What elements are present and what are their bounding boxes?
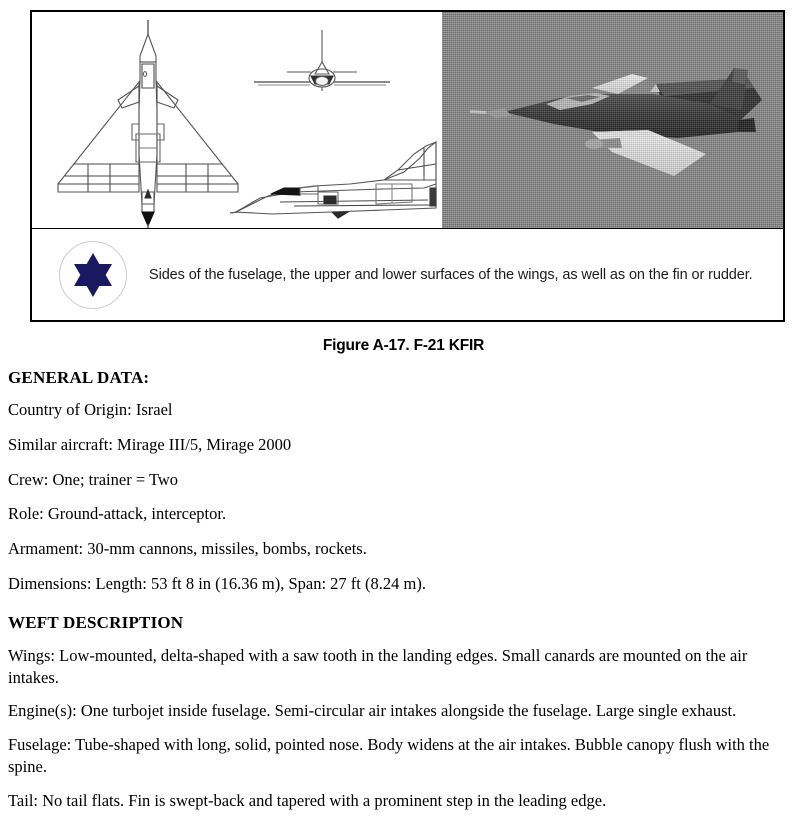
- general-data-line: Role: Ground-attack, interceptor.: [8, 504, 227, 524]
- general-data-line: Crew: One; trainer = Two: [8, 469, 179, 489]
- weft-description-line: Fuselage: Tube-shaped with long, solid, pointed nose. Body widens at the air intakes. Bubble canopy flush with the spine.: [8, 735, 770, 777]
- figure-illustration-row: [32, 12, 783, 228]
- three-view-drawings-panel: [32, 12, 442, 228]
- general-data-line: Similar aircraft: Mirage III/5, Mirage 2000: [8, 434, 292, 454]
- general-data-line: Dimensions: Length: 53 ft 8 in (16.36 m), Span: 27 ft (8.24 m).: [8, 573, 426, 593]
- aircraft-three-view-drawing: [32, 12, 442, 228]
- weft-description-line: Engine(s): One turbojet inside fuselage. Semi-circular air intakes alongside the fuselage. Large single exhaust.: [8, 701, 737, 721]
- insignia-caption: Sides of the fuselage, the upper and lower surfaces of the wings, as well as on the fin or rudder.: [149, 266, 753, 283]
- figure-caption: Figure A-17. F-21 KFIR: [322, 337, 485, 354]
- aircraft-photo: [442, 12, 783, 228]
- weft-description-line: Wings: Low-mounted, delta-shaped with a saw tooth in the landing edges. Small canards are mounted on the air intakes.: [8, 645, 748, 687]
- insignia-strip: [32, 229, 783, 320]
- aircraft-photo-panel: [442, 12, 783, 228]
- general-data-heading: GENERAL DATA:: [8, 368, 150, 387]
- star-of-david-icon: [68, 250, 118, 300]
- figure-panel: [30, 10, 785, 322]
- weft-description-heading: WEFT DESCRIPTION: [8, 612, 184, 632]
- star-of-david-roundel-icon: [59, 241, 127, 309]
- general-data-line: Armament: 30-mm cannons, missiles, bombs, rockets.: [8, 539, 367, 559]
- weft-description-line: Tail: No tail flats. Fin is swept-back and tapered with a prominent step in the leading edge.: [8, 791, 607, 811]
- document-body: [8, 368, 798, 824]
- general-data-line: Country of Origin: Israel: [8, 400, 173, 419]
